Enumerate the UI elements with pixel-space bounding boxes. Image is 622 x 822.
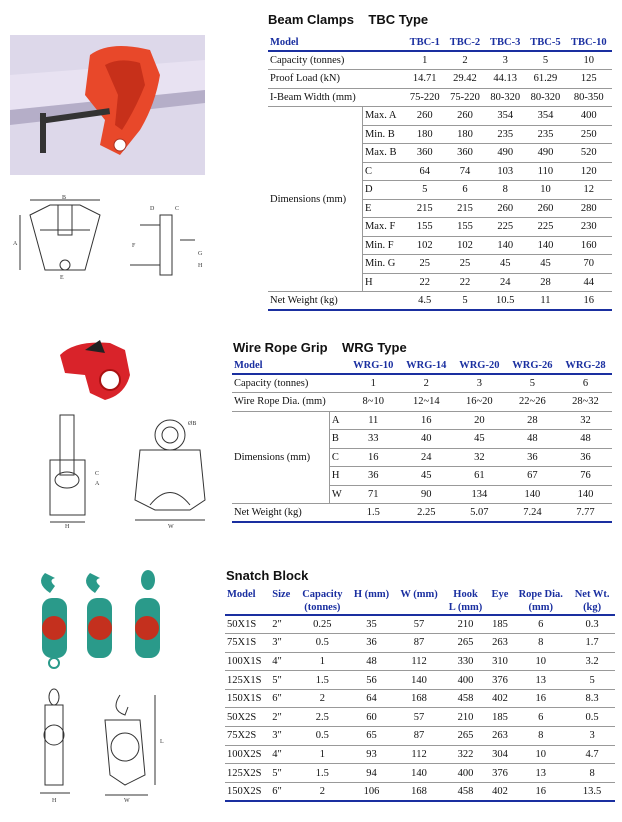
table-cell: C (362, 162, 404, 181)
table-cell: 32 (474, 451, 485, 463)
col-header-sub: (tonnes) (304, 602, 341, 613)
table-cell: 112 (411, 748, 427, 760)
table-cell: 330 (457, 655, 474, 667)
col-header: TBC-10 (570, 36, 607, 48)
table-cell: 10.5 (496, 295, 515, 306)
diagram-label: G (198, 251, 203, 257)
table-cell: 2 (462, 55, 468, 66)
table-cell: 11 (368, 414, 379, 426)
table-cell: 140 (577, 488, 594, 500)
table-cell: H (362, 273, 404, 292)
col-header: Eye (491, 588, 509, 600)
table-cell: 3 (476, 378, 482, 389)
table-cell: 57 (413, 619, 425, 631)
table-cell: 2 (319, 693, 325, 705)
table-cell: 400 (457, 674, 474, 686)
table-cell: 5 (462, 295, 468, 306)
table-cell: 322 (457, 748, 474, 760)
table-cell: 112 (411, 655, 427, 667)
table-cell: 5.07 (470, 507, 489, 518)
table-cell: 400 (580, 110, 597, 122)
table-row (225, 652, 615, 671)
table-cell: 94 (366, 767, 377, 779)
table-cell: 250 (580, 128, 597, 140)
col-header: WRG-26 (512, 359, 553, 371)
table-cell: 13 (535, 674, 547, 686)
table-cell: 8 (538, 637, 544, 649)
table-cell: 40 (421, 433, 432, 445)
table-cell: 6" (272, 693, 282, 705)
table-row (268, 51, 612, 70)
table-cell: 520 (580, 147, 597, 159)
table-row (225, 708, 615, 727)
table-cell: 400 (457, 767, 474, 779)
table-row (232, 374, 612, 393)
table-cell: 210 (457, 711, 474, 723)
table-cell: 215 (457, 202, 473, 214)
table-cell: 3 (502, 55, 508, 66)
table-cell: 360 (457, 147, 473, 159)
diagram-label: D (150, 206, 155, 212)
table-cell: 125X1S (227, 674, 262, 686)
table-cell: 180 (416, 128, 433, 140)
table-cell: 8 (589, 767, 595, 779)
table-cell: 44 (583, 276, 595, 288)
table-cell: 260 (497, 202, 514, 214)
table-cell: I-Beam Width (mm) (270, 91, 356, 103)
table-cell: 2" (272, 619, 282, 631)
table-cell: 140 (537, 239, 554, 251)
col-header-sub: L (mm) (448, 602, 483, 613)
table-cell: 11 (540, 295, 551, 306)
table-cell: Max. B (362, 144, 404, 163)
diagram-label: W (124, 798, 130, 804)
table-cell: 2.5 (315, 711, 329, 723)
beam-clamp-photo (10, 35, 205, 175)
table-row (225, 782, 615, 801)
snatch-block-photo (30, 568, 180, 673)
table-cell: 57 (413, 711, 425, 723)
table-cell: 28~32 (572, 396, 599, 408)
table-cell: 230 (580, 221, 597, 233)
table-cell: 0.5 (585, 711, 599, 723)
table-row (268, 70, 612, 89)
table-cell: 45 (474, 433, 485, 445)
table-row (225, 745, 615, 764)
col-header: Rope Dia. (518, 588, 563, 600)
table-cell: 48 (580, 433, 591, 445)
table-cell: 35 (366, 619, 377, 631)
col-header: TBC-1 (409, 36, 440, 48)
table-cell: 103 (497, 165, 514, 177)
col-header: WRG-20 (459, 359, 500, 371)
table-cell: 280 (580, 202, 597, 214)
table-cell: 10 (535, 655, 547, 667)
table-cell: 458 (457, 785, 474, 797)
table-cell: Max. A (362, 107, 404, 126)
col-header: TBC-3 (490, 36, 521, 48)
table-cell: 0.5 (315, 730, 329, 742)
table-cell: 310 (492, 655, 508, 667)
table-cell: 8 (502, 184, 508, 196)
table-cell: 24 (499, 276, 511, 288)
table-cell: 10 (540, 184, 551, 196)
col-header: Capacity (302, 588, 343, 600)
table-cell: 14.71 (412, 73, 437, 85)
table-cell: 32 (580, 414, 591, 426)
table-cell: 6 (462, 184, 468, 196)
snatch-block-table (225, 587, 615, 802)
diagram-label: B (62, 195, 67, 201)
table-cell: Net Weight (kg) (270, 295, 338, 306)
table-cell: 102 (457, 239, 473, 251)
table-cell: 304 (492, 748, 508, 760)
table-cell: B (329, 430, 346, 449)
table-row (225, 634, 615, 653)
table-cell: 12~14 (412, 396, 440, 408)
diagram-label: E (60, 275, 64, 281)
table-cell: 10 (535, 748, 547, 760)
table-cell: H (329, 467, 346, 486)
table-cell: 235 (537, 128, 554, 140)
table-cell: 4.7 (585, 748, 599, 760)
table-cell: 6" (272, 785, 282, 797)
table-cell: 376 (492, 767, 508, 779)
table-cell: 134 (471, 488, 488, 500)
diagram-label: W (168, 524, 174, 530)
table-cell: 4" (272, 748, 282, 760)
table-row (268, 292, 612, 311)
table-cell: 4.5 (418, 295, 432, 306)
col-header: W (mm) (400, 588, 438, 600)
table-cell: 36 (368, 470, 379, 482)
table-cell: 87 (413, 730, 425, 742)
table-cell: 263 (492, 730, 508, 742)
table-cell: 36 (527, 451, 538, 463)
table-cell: 64 (366, 693, 377, 705)
table-cell: Max. F (362, 218, 404, 237)
table-cell: 44.13 (493, 73, 518, 85)
table-cell: 490 (537, 147, 554, 159)
table-cell: 61 (474, 470, 485, 482)
table-cell: 3.2 (585, 655, 599, 667)
table-cell: 1 (370, 378, 376, 389)
table-cell: 2.25 (417, 507, 436, 518)
table-cell: 185 (492, 711, 508, 723)
table-cell: Proof Load (kN) (270, 73, 340, 85)
table-cell: 7.24 (523, 507, 542, 518)
table-cell: 5 (422, 184, 428, 196)
table-row (268, 88, 612, 107)
table-cell: 140 (524, 488, 541, 500)
table-row (225, 671, 615, 690)
table-cell: 76 (580, 470, 591, 482)
table-cell: 87 (413, 637, 425, 649)
col-header: Hook (453, 588, 478, 600)
table-cell: 48 (366, 655, 377, 667)
wire-rope-grip-title: Wire Rope Grip WRG Type (233, 340, 407, 355)
table-cell: 354 (497, 110, 514, 122)
table-row (225, 764, 615, 783)
wire-rope-grip-table (232, 357, 612, 523)
table-cell: 150X1S (227, 693, 262, 705)
table-cell: 80-320 (490, 91, 521, 103)
table-cell: 100X2S (227, 748, 262, 760)
table-cell: Capacity (tonnes) (234, 378, 309, 389)
table-cell: 260 (416, 110, 433, 122)
table-cell: 50X2S (227, 711, 257, 723)
beam-clamps-table (268, 34, 612, 311)
table-cell: 1 (319, 655, 325, 667)
table-cell: 376 (492, 674, 508, 686)
table-cell: 8~10 (362, 396, 384, 408)
table-cell: 16~20 (466, 396, 493, 408)
table-cell: Dimensions (mm) (234, 451, 311, 463)
table-cell: 90 (421, 488, 432, 500)
table-cell: 56 (366, 674, 377, 686)
table-cell: Capacity (tonnes) (270, 55, 345, 66)
beam-clamps-title: Beam Clamps TBC Type (268, 12, 429, 27)
diagram-label: A (13, 241, 18, 247)
diagram-label: H (65, 524, 70, 530)
table-cell: 168 (411, 693, 427, 705)
table-cell: Dimensions (mm) (270, 193, 347, 205)
table-cell: 100X1S (227, 655, 262, 667)
table-cell: 215 (416, 202, 433, 214)
table-cell: 5 (542, 55, 549, 66)
table-cell: 106 (363, 785, 380, 797)
table-cell: 1 (422, 55, 428, 66)
table-row (225, 615, 615, 634)
table-cell: 6 (538, 711, 544, 723)
table-cell: 1.5 (315, 767, 329, 779)
table-cell: 180 (457, 128, 473, 140)
table-cell: 2 (423, 378, 429, 389)
diagram-label: F (132, 243, 136, 249)
table-cell: 50X1S (227, 619, 257, 631)
table-cell: 210 (457, 619, 474, 631)
table-row (268, 107, 612, 126)
table-cell: 24 (421, 451, 432, 463)
table-cell: 2" (272, 711, 282, 723)
table-cell: 75-220 (409, 91, 440, 103)
table-cell: 45 (540, 258, 551, 270)
table-cell: 16 (535, 785, 547, 797)
table-cell: 140 (411, 767, 427, 779)
table-cell: 22 (459, 276, 471, 288)
table-cell: 140 (411, 674, 427, 686)
col-header: WRG-10 (353, 359, 394, 371)
table-cell: 458 (457, 693, 474, 705)
table-cell: 1.5 (366, 507, 380, 518)
col-header: Model (227, 588, 256, 600)
table-cell: 260 (537, 202, 554, 214)
table-cell: 140 (497, 239, 514, 251)
table-cell: 4" (272, 655, 282, 667)
table-cell: 160 (580, 239, 597, 251)
col-header: Net Wt. (574, 588, 610, 600)
col-header: Model (270, 36, 299, 48)
snatch-block-title: Snatch Block (226, 568, 309, 583)
table-cell: 3" (272, 637, 282, 649)
col-header: Model (234, 359, 263, 371)
table-cell: 28 (527, 414, 538, 426)
table-cell: 29.42 (453, 73, 477, 85)
table-cell: 8 (538, 730, 544, 742)
snatch-block-diagram (30, 685, 180, 805)
table-cell: 5" (272, 767, 282, 779)
col-header: H (mm) (353, 588, 390, 600)
col-header: TBC-2 (449, 36, 481, 48)
table-cell: 65 (366, 730, 377, 742)
table-cell: 265 (457, 637, 474, 649)
table-cell: 360 (416, 147, 433, 159)
col-header: TBC-5 (530, 36, 561, 48)
table-cell: 16 (583, 295, 595, 306)
table-cell: 12 (583, 184, 595, 196)
table-cell: 61.29 (533, 73, 558, 85)
table-row (225, 727, 615, 746)
table-cell: 16 (535, 693, 547, 705)
table-cell: W (329, 485, 346, 504)
table-cell: 5 (589, 674, 595, 686)
table-cell: 1.7 (585, 637, 599, 649)
table-cell: 13.5 (582, 785, 602, 797)
table-cell: 75X2S (227, 730, 257, 742)
table-cell: 36 (580, 451, 591, 463)
table-cell: 168 (411, 785, 427, 797)
table-cell: 20 (474, 414, 485, 426)
col-header: Size (272, 588, 291, 600)
table-cell: 402 (492, 785, 508, 797)
table-cell: 75X1S (227, 637, 257, 649)
table-cell: 25 (459, 258, 471, 270)
table-cell: Wire Rope Dia. (mm) (234, 396, 326, 408)
diagram-label: H (52, 798, 57, 804)
table-cell: 0.5 (315, 637, 329, 649)
diagram-label: ØB (188, 421, 197, 427)
table-cell: 402 (492, 693, 508, 705)
table-cell: 6 (582, 378, 589, 389)
table-cell: 0.3 (585, 619, 599, 631)
table-row (225, 689, 615, 708)
table-cell: 36 (366, 637, 377, 649)
table-cell: A (329, 411, 346, 430)
table-cell: 48 (527, 433, 538, 445)
table-cell: 22~26 (519, 396, 546, 408)
col-header-sub: (kg) (583, 602, 602, 613)
table-cell: 33 (368, 433, 379, 445)
table-cell: 120 (580, 165, 597, 177)
wire-rope-grip-photo (55, 335, 140, 405)
table-cell: 16 (368, 451, 379, 463)
table-cell: 354 (537, 110, 554, 122)
table-cell: 80-350 (573, 91, 604, 103)
table-cell: C (329, 448, 346, 467)
table-cell: 1.5 (315, 674, 329, 686)
table-cell: 155 (457, 221, 473, 233)
table-cell: D (362, 181, 404, 200)
table-cell: 8.3 (585, 693, 599, 705)
table-cell: Min. F (362, 236, 404, 255)
table-cell: Min. G (362, 255, 404, 274)
table-cell: Min. B (362, 125, 404, 144)
table-cell: 45 (421, 470, 432, 482)
table-cell: Net Weight (kg) (234, 507, 302, 518)
table-cell: 22 (419, 276, 430, 288)
table-cell: 67 (527, 470, 538, 482)
table-cell: 74 (459, 165, 471, 177)
table-cell: 110 (537, 165, 554, 177)
table-cell: 490 (497, 147, 514, 159)
beam-clamp-diagram (10, 195, 210, 285)
table-cell: 80-320 (530, 91, 561, 103)
table-cell: 3 (589, 730, 595, 742)
table-cell: 125X2S (227, 767, 262, 779)
table-cell: 6 (538, 619, 544, 631)
table-cell: 155 (416, 221, 433, 233)
table-cell: 0.25 (313, 619, 332, 631)
diagram-label: L (160, 739, 164, 745)
table-cell: 5 (529, 378, 536, 389)
table-cell: 125 (580, 73, 597, 85)
table-cell: 75-220 (450, 91, 480, 103)
diagram-label: C (175, 206, 180, 212)
col-header: WRG-28 (565, 359, 606, 371)
col-header: WRG-14 (406, 359, 447, 371)
table-cell: 64 (419, 165, 430, 177)
table-cell: 45 (499, 258, 511, 270)
table-cell: 7.77 (576, 507, 595, 518)
table-cell: 260 (457, 110, 473, 122)
table-cell: 13 (535, 767, 547, 779)
table-cell: 185 (492, 619, 508, 631)
table-cell: 225 (497, 221, 514, 233)
table-cell: 93 (366, 748, 377, 760)
wire-rope-grip-diagram (40, 410, 220, 530)
table-cell: 1 (319, 748, 325, 760)
table-cell: 263 (492, 637, 508, 649)
table-row (232, 393, 612, 412)
table-row (232, 411, 612, 430)
table-cell: 150X2S (227, 785, 262, 797)
table-cell: 102 (416, 239, 433, 251)
table-cell: 25 (419, 258, 430, 270)
table-cell: 16 (421, 414, 432, 426)
table-cell: 3" (272, 730, 282, 742)
table-cell: 5" (272, 674, 282, 686)
table-cell: E (362, 199, 404, 218)
table-cell: 28 (540, 276, 551, 288)
diagram-label: H (198, 263, 203, 269)
diagram-label: A (95, 481, 100, 487)
table-cell: 60 (366, 711, 377, 723)
table-row (232, 504, 612, 523)
table-cell: 235 (497, 128, 514, 140)
table-cell: 225 (537, 221, 554, 233)
table-cell: 265 (457, 730, 474, 742)
table-cell: 71 (368, 488, 379, 500)
diagram-label: C (95, 471, 100, 477)
col-header-sub: (mm) (528, 602, 554, 613)
table-cell: 70 (583, 258, 595, 270)
table-cell: 2 (319, 785, 325, 797)
table-cell: 10 (583, 55, 595, 66)
